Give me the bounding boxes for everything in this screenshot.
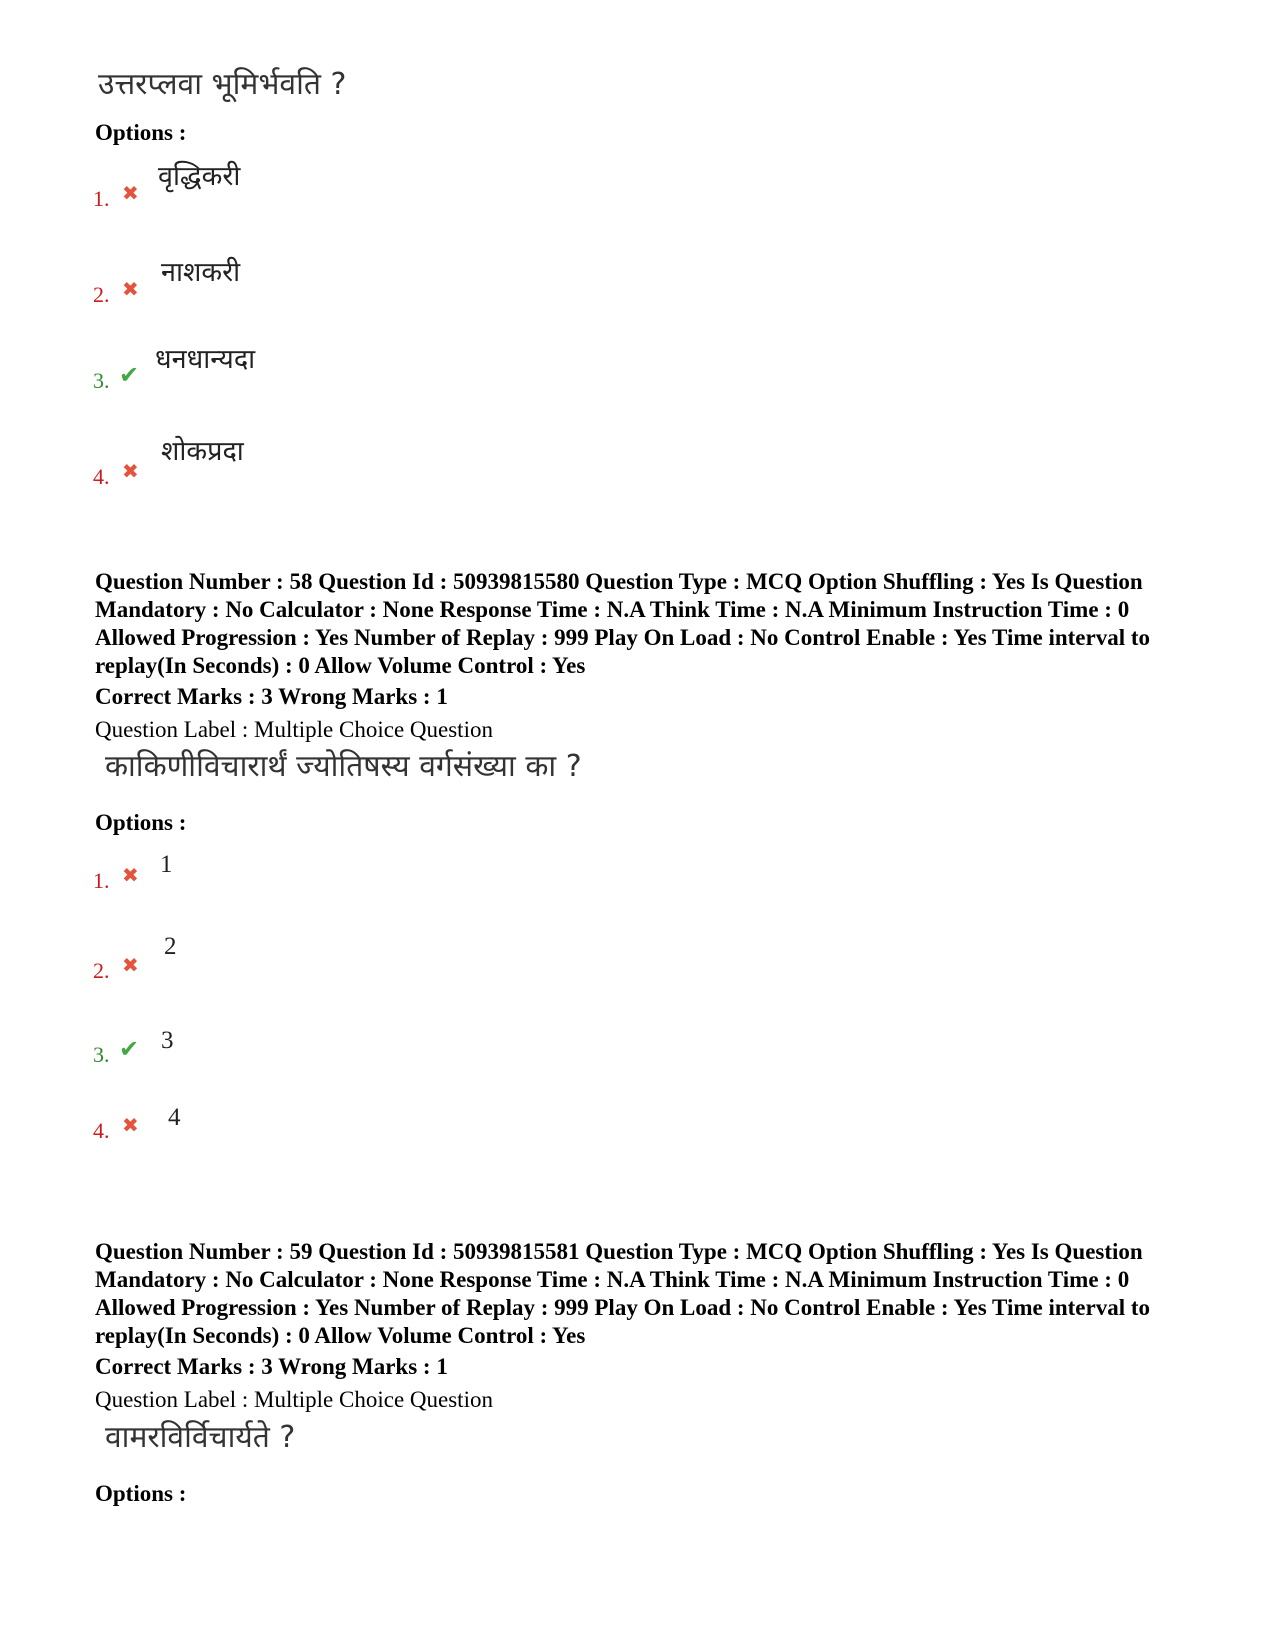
- option-number: 2.: [93, 282, 110, 307]
- option-text: नाशकरी: [161, 257, 241, 288]
- option-text: धनधान्यदा: [155, 344, 256, 375]
- cross-icon: ✖: [122, 461, 139, 483]
- cross-icon: ✖: [122, 1115, 139, 1137]
- option-number: 1.: [93, 868, 110, 893]
- options-label: Options :: [95, 810, 187, 835]
- option-number: 3.: [93, 368, 110, 393]
- option-text: 1: [160, 851, 173, 878]
- question-58-meta: Question Number : 58 Question Id : 50939815580 Question Type : MCQ Option Shuffling : Yes Is Question Mandatory : No Calculator : None Response Time : N.A Think Time : N.A Minimum Instruction Time : 0 Allowed Progression : Yes Number of Replay : 999 Play On Load : No Control Enable : Yes Time interval to replay(In Seconds) : 0 Allow Volume Control : Yes: [95, 569, 1151, 678]
- check-icon: ✔: [119, 1037, 140, 1063]
- cross-icon: ✖: [122, 183, 139, 205]
- options-label: Options :: [95, 1481, 187, 1506]
- option-number: 4.: [93, 464, 110, 489]
- options-label: Options :: [95, 120, 187, 145]
- question-59-marks: Correct Marks : 3 Wrong Marks : 1: [95, 1354, 448, 1379]
- question-58-text: काकिणीविचारार्थं ज्योतिषस्य वर्गसंख्या का ?: [105, 749, 582, 784]
- option-text: 3: [161, 1027, 174, 1054]
- question-59-meta: Question Number : 59 Question Id : 50939815581 Question Type : MCQ Option Shuffling : Yes Is Question Mandatory : No Calculator : None Response Time : N.A Think Time : N.A Minimum Instruction Time : 0 Allowed Progression : Yes Number of Replay : 999 Play On Load : No Control Enable : Yes Time interval to replay(In Seconds) : 0 Allow Volume Control : Yes: [95, 1239, 1151, 1348]
- cross-icon: ✖: [122, 955, 139, 977]
- question-59-label: Question Label : Multiple Choice Question: [95, 1387, 493, 1412]
- question-59-text: वामरविर्विचार्यते ?: [105, 1420, 296, 1455]
- option-text: 4: [168, 1104, 181, 1131]
- check-icon: ✔: [119, 363, 140, 389]
- cross-icon: ✖: [122, 279, 139, 301]
- option-number: 2.: [93, 958, 110, 983]
- option-number: 3.: [93, 1042, 110, 1067]
- option-text: शोकप्रदा: [161, 436, 244, 467]
- question-57-text: उत्तरप्लवा भूमिर्भवति ?: [98, 67, 347, 102]
- cross-icon: ✖: [122, 865, 139, 887]
- option-number: 1.: [93, 186, 110, 211]
- option-text: 2: [164, 933, 177, 960]
- question-58-label: Question Label : Multiple Choice Question: [95, 717, 493, 742]
- option-number: 4.: [93, 1118, 110, 1143]
- question-58-marks: Correct Marks : 3 Wrong Marks : 1: [95, 684, 448, 709]
- option-text: वृद्धिकरी: [158, 161, 241, 192]
